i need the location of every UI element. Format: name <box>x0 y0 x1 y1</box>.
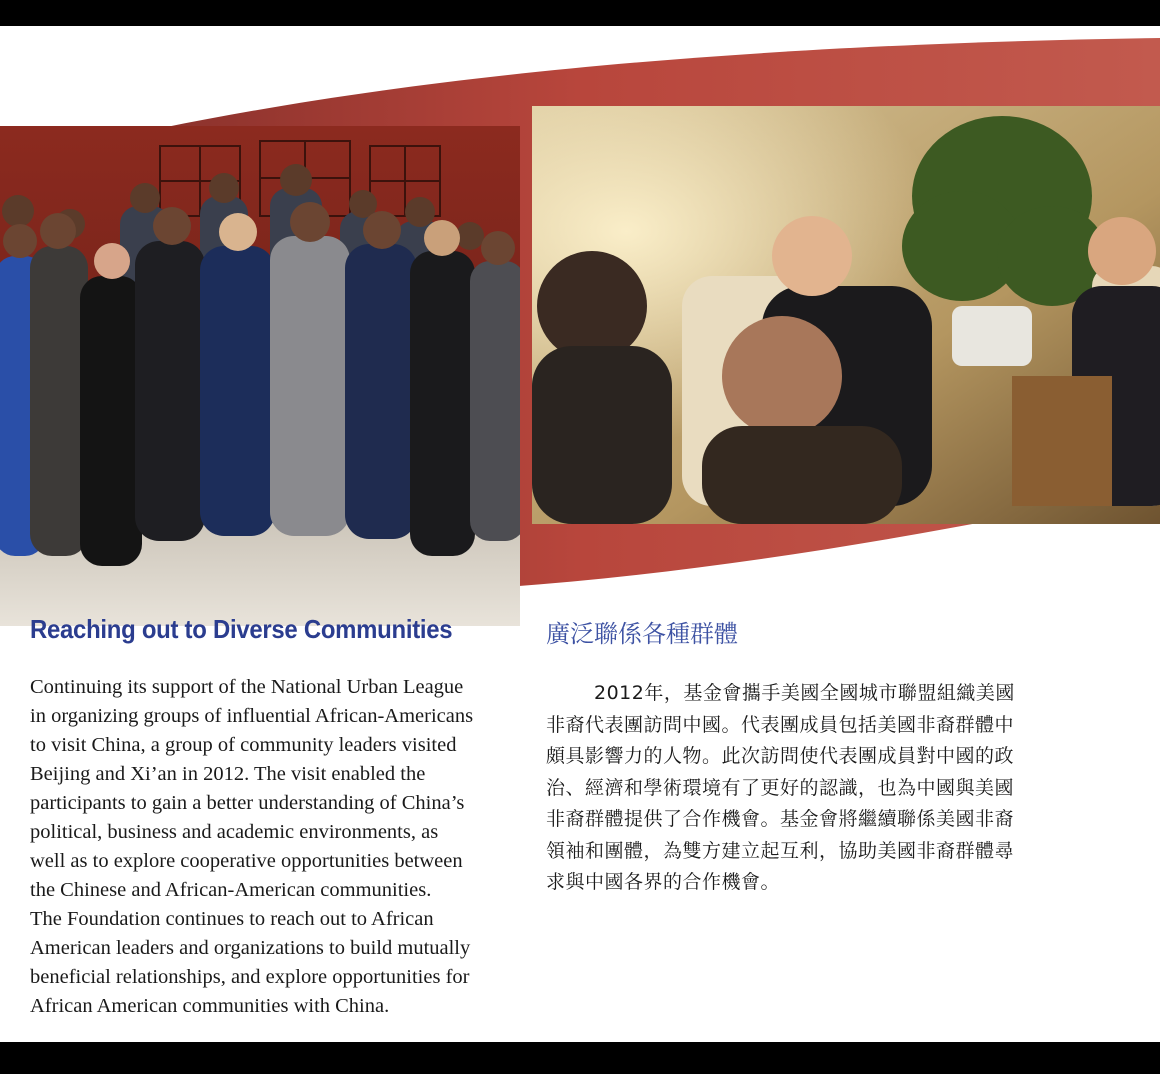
chinese-body-line: 2012年，基金會攜手美國全國城市聯盟組織美國 <box>594 682 1015 704</box>
english-body-line: Beijing and Xi’an in 2012. The visit enabled the <box>30 763 426 785</box>
chinese-body-line: 求與中國各界的合作機會。 <box>546 871 781 893</box>
english-body-line: African American communities with China. <box>30 995 390 1017</box>
english-body-line: The Foundation continues to reach out to African <box>30 908 434 930</box>
document-page <box>0 26 1160 1042</box>
english-body-line: the Chinese and African-American communities. <box>30 879 432 901</box>
group-photo <box>0 126 520 626</box>
chinese-body-line: 非裔群體提供了合作機會。基金會將繼續聯係美國非裔 <box>546 808 1015 830</box>
english-body-line: beneficial relationships, and explore opportunities for <box>30 966 470 988</box>
english-body-line: participants to gain a better understanding of China’s <box>30 792 465 814</box>
chinese-body-line: 頗具影響力的人物。此次訪問使代表團成員對中國的政 <box>546 745 1015 767</box>
english-body-line: to visit China, a group of community leaders visited <box>30 734 457 756</box>
chinese-heading: 廣泛聯係各種群體 <box>546 620 738 648</box>
chinese-body-line: 非裔代表團訪問中國。代表團成員包括美國非裔群體中 <box>546 713 1015 736</box>
chinese-body-text <box>546 678 1160 899</box>
english-body-line: American leaders and organizations to build mutually <box>30 937 471 959</box>
chinese-body-line: 治、經濟和學術環境有了更好的認識，也為中國與美國 <box>546 776 1015 799</box>
english-heading: Reaching out to Diverse Communities <box>30 614 453 644</box>
english-body-line: political, business and academic environments, as <box>30 821 439 843</box>
english-body-text <box>30 673 535 1021</box>
english-body-line: well as to explore cooperative opportunities between <box>30 850 463 872</box>
english-body-line: Continuing its support of the National Urban League <box>30 676 464 698</box>
chinese-body-line: 領袖和團體，為雙方建立起互利，協助美國非裔群體尋 <box>546 839 1015 862</box>
meeting-photo <box>532 106 1160 524</box>
english-body-line: in organizing groups of influential African-Americans <box>30 705 474 727</box>
